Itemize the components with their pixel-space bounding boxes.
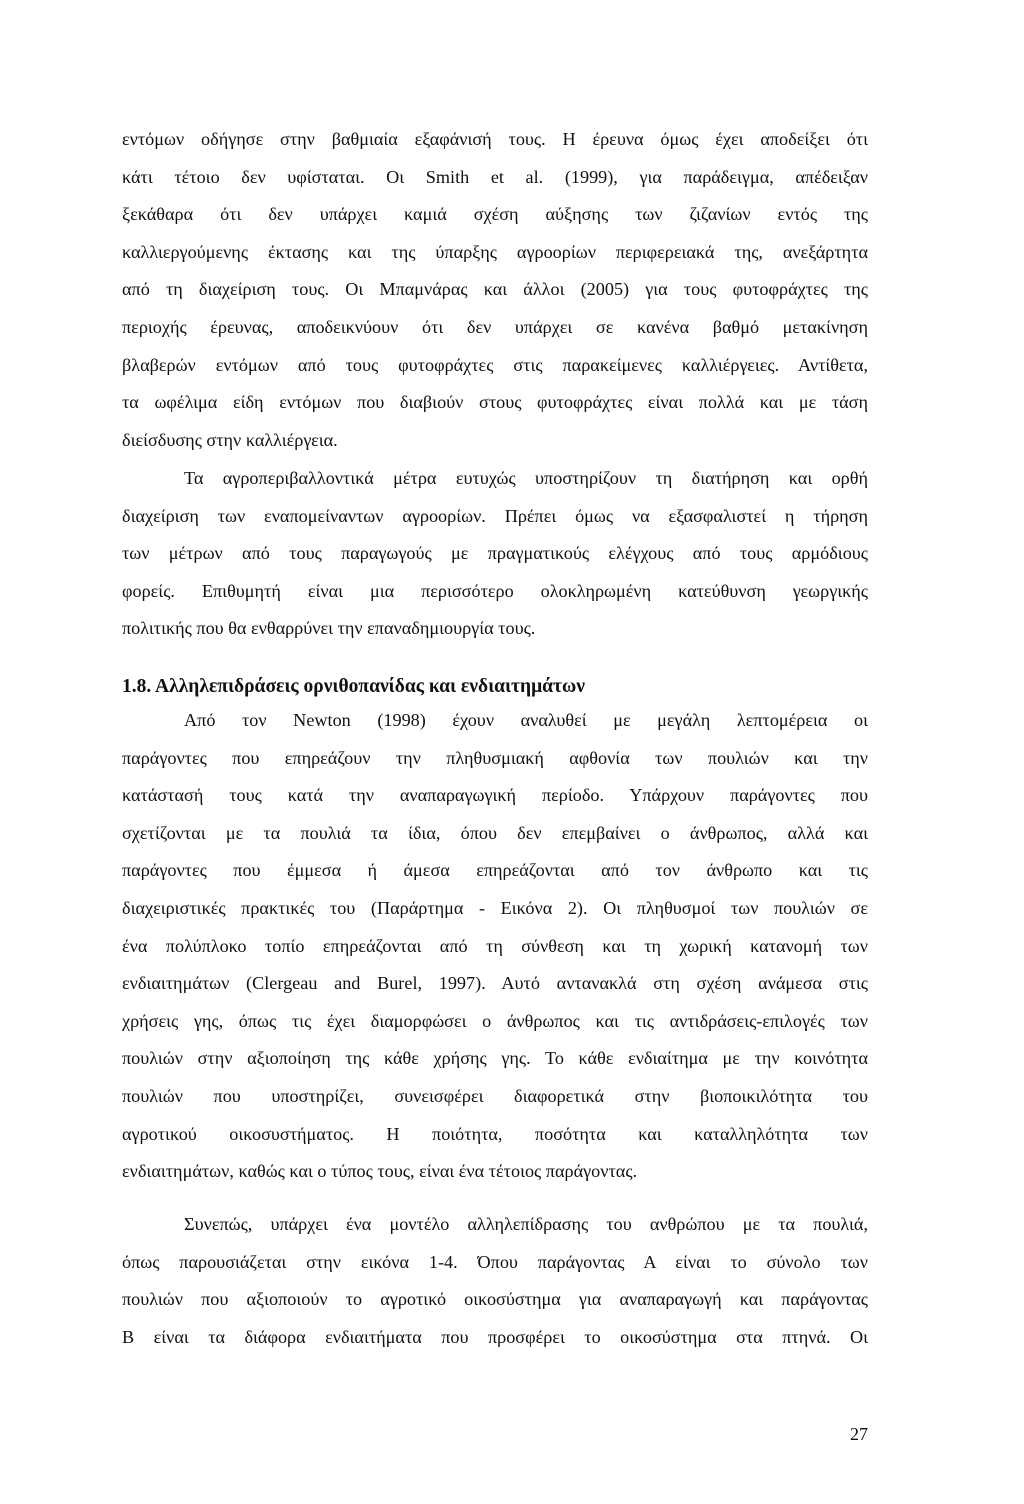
text-line: Β είναι τα διάφορα ενδιαιτήματα που προσφέρει το οικοσύστημα στα πτηνά. Οι — [122, 1326, 868, 1347]
text-line: τα ωφέλιμα είδη εντόμων που διαβιούν στους φυτοφράχτες είναι πολλά και με τάση — [122, 392, 868, 413]
paragraph-4 — [122, 1206, 868, 1356]
paragraph-2 — [122, 460, 868, 648]
text-line: βλαβερών εντόμων από τους φυτοφράχτες στις παρακείμενες καλλιέργειες. Αντίθετα, — [122, 354, 868, 375]
text-line: ενδιαιτημάτων (Clergeau and Burel, 1997). Αυτό αντανακλά στη σχέση ανάμεσα στις — [122, 973, 868, 994]
text-line: πουλιών στην αξιοποίηση της κάθε χρήσης γης. Το κάθε ενδιαίτημα με την κοινότητα — [122, 1048, 868, 1069]
text-line: πουλιών που υποστηρίζει, συνεισφέρει διαφορετικά στην βιοποικιλότητα του — [122, 1085, 868, 1106]
text-line: κατάστασή τους κατά την αναπαραγωγική περίοδο. Υπάρχουν παράγοντες που — [122, 785, 868, 806]
text-line: όπως παρουσιάζεται στην εικόνα 1-4. Όπου παράγοντας Α είναι το σύνολο των — [122, 1251, 868, 1272]
text-line: κάτι τέτοιο δεν υφίσταται. Οι Smith et al. (1999), για παράδειγμα, απέδειξαν — [122, 166, 868, 187]
text-line: πουλιών που αξιοποιούν το αγροτικό οικοσύστημα για αναπαραγωγή και παράγοντας — [122, 1289, 868, 1310]
text-line: ενδιαιτημάτων, καθώς και ο τύπος τους, είναι ένα τέτοιος παράγοντας. — [122, 1161, 638, 1182]
section-heading: 1.8. Αλληλεπιδράσεις ορνιθοπανίδας και ενδιαιτημάτων — [122, 676, 585, 697]
text-line: διείσδυσης στην καλλιέργεια. — [122, 429, 338, 450]
text-line: εντόμων οδήγησε στην βαθμιαία εξαφάνισή τους. Η έρευνα όμως έχει αποδείξει ότι — [122, 129, 868, 149]
text-line: αγροτικού οικοσυστήματος. Η ποιότητα, ποσότητα και καταλληλότητα των — [122, 1123, 868, 1144]
text-line: σχετίζονται με τα πουλιά τα ίδια, όπου δεν επεμβαίνει ο άνθρωπος, αλλά και — [122, 822, 868, 843]
text-line: από τη διαχείριση τους. Οι Μπαμνάρας και άλλοι (2005) για τους φυτοφράχτες της — [122, 279, 868, 300]
text-line: Συνεπώς, υπάρχει ένα μοντέλο αλληλεπίδρασης του ανθρώπου με τα πουλιά, — [184, 1214, 868, 1234]
text-line: καλλιεργούμενης έκτασης και της ύπαρξης αγροορίων περιφερειακά της, ανεξάρτητα — [122, 241, 868, 262]
text-line: Από τον Newton (1998) έχουν αναλυθεί με μεγάλη λεπτομέρεια οι — [184, 710, 868, 730]
text-line: παράγοντες που επηρεάζουν την πληθυσμιακή αφθονία των πουλιών και την — [122, 747, 868, 768]
page-number: 27 — [850, 1424, 868, 1444]
text-line: διαχειριστικές πρακτικές του (Παράρτημα - Εικόνα 2). Οι πληθυσμοί των πουλιών σε — [122, 897, 868, 918]
text-line: χρήσεις γης, όπως τις έχει διαμορφώσει ο άνθρωπος και τις αντιδράσεις-επιλογές των — [122, 1010, 868, 1031]
text-line: ξεκάθαρα ότι δεν υπάρχει καμιά σχέση αύξησης των ζιζανίων εντός της — [122, 204, 868, 225]
text-line: των μέτρων από τους παραγωγούς με πραγματικούς ελέγχους από τους αρμόδιους — [122, 543, 868, 564]
text-line: φορείς. Επιθυμητή είναι μια περισσότερο ολοκληρωμένη κατεύθυνση γεωργικής — [122, 580, 868, 601]
paragraph-1 — [122, 121, 868, 459]
text-line: πολιτικής που θα ενθαρρύνει την επαναδημιουργία τους. — [122, 618, 536, 639]
text-line: περιοχής έρευνας, αποδεικνύουν ότι δεν υπάρχει σε κανένα βαθμό μετακίνηση — [122, 316, 868, 337]
text-line: διαχείριση των εναπομείναντων αγροορίων. Πρέπει όμως να εξασφαλιστεί η τήρηση — [122, 505, 868, 526]
text-line: ένα πολύπλοκο τοπίο επηρεάζονται από τη σύνθεση και τη χωρική κατανομή των — [122, 935, 868, 956]
paragraph-3 — [122, 702, 868, 1191]
text-line: παράγοντες που έμμεσα ή άμεσα επηρεάζονται από τον άνθρωπο και τις — [122, 860, 868, 881]
text-line: Τα αγροπεριβαλλοντικά μέτρα ευτυχώς υποστηρίζουν τη διατήρηση και ορθή — [184, 468, 868, 488]
